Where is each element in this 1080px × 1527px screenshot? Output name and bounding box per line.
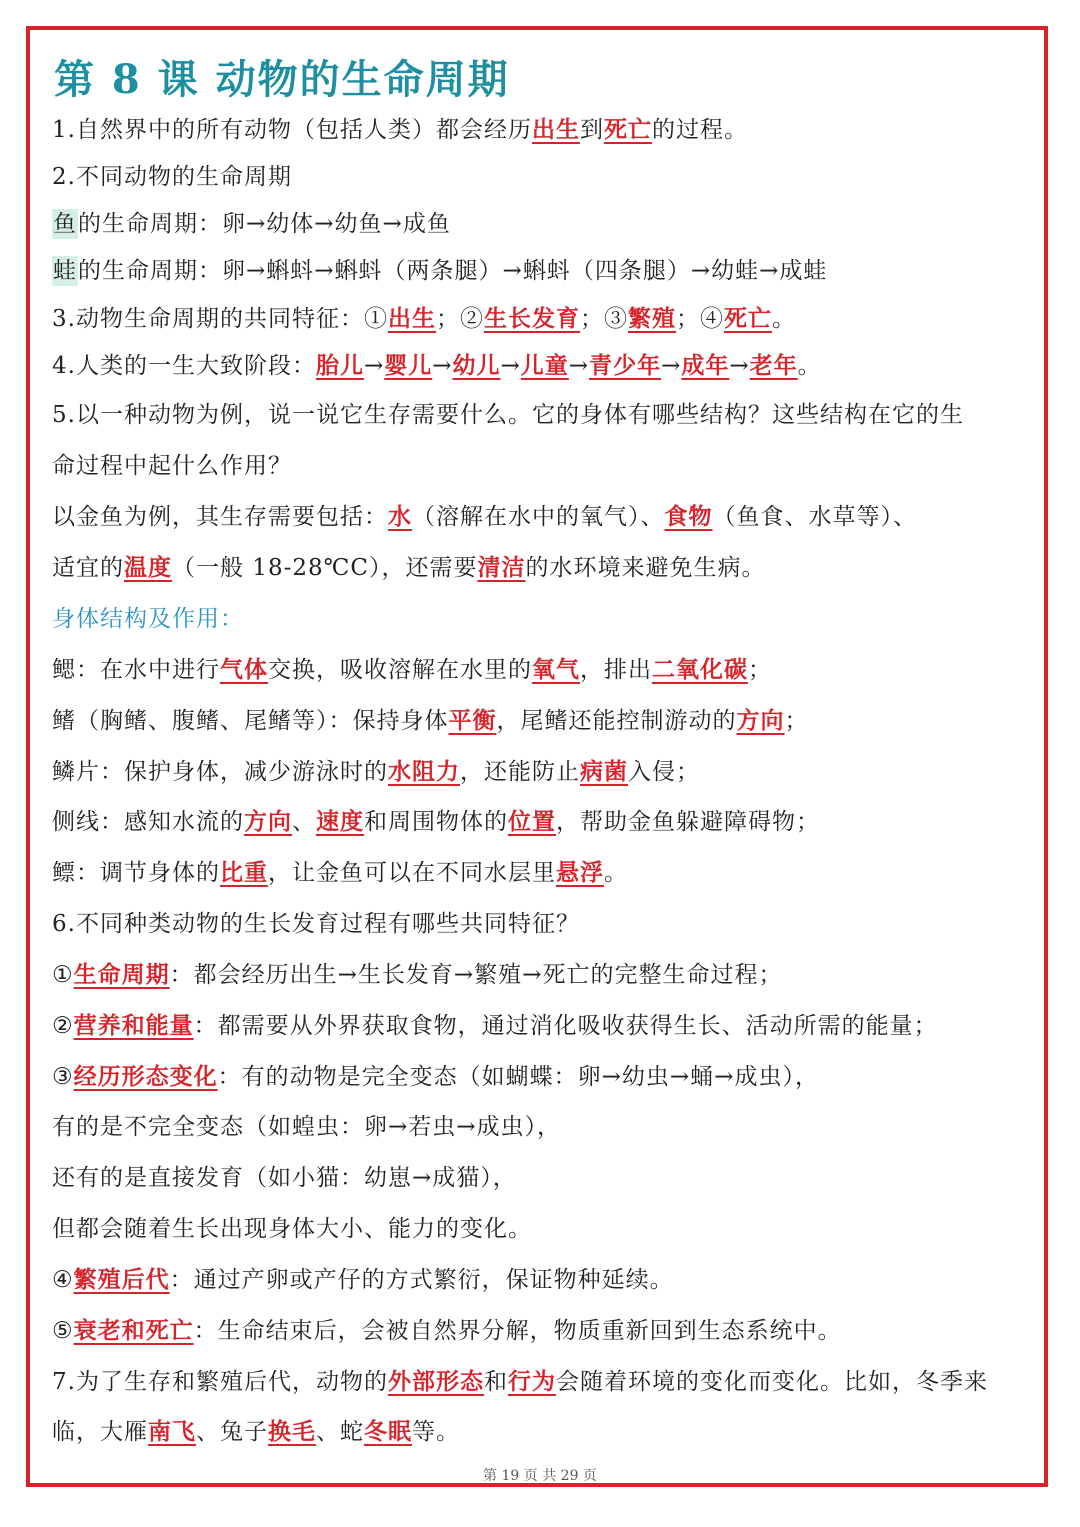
keyword: 二氧化碳	[652, 656, 748, 683]
text-line	[52, 857, 1042, 889]
text-segment: 鳍（胸鳍、腹鳍、尾鳍等）：保持身体	[52, 708, 449, 734]
text-segment: 交换，吸收溶解在水里的	[268, 657, 532, 683]
section-subheading	[52, 603, 1042, 635]
text-segment: ，帮助金鱼躲避障碍物；	[556, 809, 820, 835]
text-segment: 、	[292, 809, 316, 835]
text-segment: →	[568, 353, 590, 379]
highlighted-term: 鱼	[53, 211, 77, 237]
keyword: 南飞	[148, 1418, 196, 1445]
text-segment: 还有的是直接发育（如小猫：幼崽→成猫），	[52, 1165, 517, 1191]
text-segment: 6.不同种类动物的生长发育过程有哪些共同特征？	[52, 911, 580, 937]
keyword: 成年	[681, 352, 730, 379]
text-segment: ⑤	[52, 1318, 74, 1344]
text-segment: ；③	[579, 306, 628, 332]
text-line	[52, 908, 1042, 940]
keyword: 死亡	[723, 305, 772, 332]
text-segment: 的生命周期：卵→蝌蚪→蝌蚪（两条腿）→蝌蚪（四条腿）→幼蛙→成蛙	[78, 258, 828, 284]
text-segment: →	[432, 353, 453, 379]
keyword: 经历形态变化	[73, 1063, 218, 1090]
keyword: 出生	[387, 305, 436, 332]
text-segment: 。	[604, 860, 628, 886]
text-segment: ；④	[675, 306, 724, 332]
text-segment: ，排出	[580, 657, 652, 683]
text-segment: ③	[52, 1064, 74, 1090]
text-segment: ：通过产卵或产仔的方式繁衍，保证物种延续。	[169, 1267, 674, 1293]
keyword: 温度	[124, 554, 172, 581]
text-line	[52, 1061, 1042, 1093]
keyword: 病菌	[580, 758, 628, 785]
text-segment: 适宜的	[52, 555, 124, 581]
text-segment: 2.不同动物的生命周期	[52, 164, 292, 190]
keyword: 食物	[664, 503, 713, 530]
text-line	[52, 756, 1042, 788]
keyword: 换毛	[268, 1418, 316, 1445]
keyword: 水	[388, 503, 412, 530]
text-segment: 3.动物生命周期的共同特征：①	[52, 306, 388, 332]
text-segment: 的水环境来避免生病。	[525, 555, 766, 581]
keyword: 位置	[508, 808, 556, 835]
text-segment: ：都会经历出生→生长发育→繁殖→死亡的完整生命过程；	[169, 962, 783, 988]
keyword: 繁殖后代	[73, 1266, 170, 1293]
text-segment: ：生命结束后，会被自然界分解，物质重新回到生态系统中。	[193, 1318, 842, 1344]
text-segment: 和	[483, 1369, 508, 1395]
keyword: 婴儿	[384, 352, 433, 379]
text-segment: ，让金鱼可以在不同水层里	[268, 860, 556, 886]
text-segment: ：都需要从外界获取食物，通过消化吸收获得生长、活动所需的能量；	[193, 1013, 938, 1039]
highlighted-term: 蛙	[53, 258, 77, 284]
text-segment: 有的是不完全变态（如蝗虫：卵→若虫→成虫），	[52, 1114, 562, 1140]
keyword: 方向	[244, 808, 292, 835]
text-segment: 临，大雁	[52, 1419, 148, 1445]
text-segment: 等。	[412, 1419, 460, 1445]
text-segment: 。	[771, 306, 796, 332]
text-segment: →	[363, 353, 385, 379]
keyword: 老年	[749, 352, 798, 379]
keyword: 胎儿	[315, 352, 364, 379]
keyword: 儿童	[520, 352, 569, 379]
keyword: 生命周期	[73, 961, 170, 988]
text-segment: （一般 18-28℃C），还需要	[172, 555, 478, 581]
text-line	[52, 1111, 1042, 1143]
text-line	[52, 1162, 1042, 1194]
text-line	[52, 1366, 1042, 1398]
keyword: 气体	[220, 656, 268, 683]
keyword: 营养和能量	[73, 1012, 194, 1039]
keyword: 清洁	[477, 554, 526, 581]
text-line	[52, 552, 1042, 584]
text-line	[52, 303, 1042, 335]
page-footer: 第 19 页 共 29 页	[483, 1468, 597, 1484]
keyword: 冬眠	[364, 1418, 412, 1445]
keyword: 方向	[736, 707, 785, 734]
text-segment: 会随着环境的变化而变化。比如，冬季来	[555, 1369, 988, 1395]
keyword: 繁殖	[627, 305, 676, 332]
keyword: 出生	[531, 116, 580, 143]
text-line	[52, 208, 1042, 240]
text-segment: 命过程中起什么作用？	[52, 453, 292, 479]
text-segment: →	[729, 353, 750, 379]
keyword: 比重	[220, 859, 268, 886]
text-segment: 侧线：感知水流的	[52, 809, 244, 835]
text-segment: （鱼食、水草等）、	[712, 504, 917, 530]
text-line	[52, 161, 1042, 193]
text-segment: ，尾鳍还能控制游动的	[496, 708, 737, 734]
text-line	[52, 1264, 1042, 1296]
text-segment: 入侵；	[628, 759, 700, 785]
keyword: 青少年	[589, 352, 662, 379]
text-segment: ：有的动物是完全变态（如蝴蝶：卵→幼虫→蛹→成虫），	[217, 1064, 819, 1090]
keyword: 速度	[316, 808, 364, 835]
text-segment: 的过程。	[651, 117, 748, 143]
keyword: 平衡	[448, 707, 497, 734]
text-segment: →	[500, 353, 521, 379]
text-line	[52, 806, 1042, 838]
text-segment: ①	[52, 962, 74, 988]
text-line	[52, 501, 1042, 533]
text-line	[52, 114, 1042, 146]
text-line	[52, 1315, 1042, 1347]
text-line	[52, 450, 1042, 482]
text-line	[52, 959, 1042, 991]
keyword: 幼儿	[452, 352, 501, 379]
text-segment: ；②	[435, 306, 484, 332]
text-segment: （溶解在水中的氧气）、	[412, 504, 665, 530]
text-segment: 1.自然界中的所有动物（包括人类）都会经历	[52, 117, 532, 143]
text-segment: 、兔子	[196, 1419, 268, 1445]
keyword: 悬浮	[556, 859, 604, 886]
text-line	[52, 1010, 1042, 1042]
text-line	[52, 350, 1042, 382]
text-segment: 鳃：在水中进行	[52, 657, 220, 683]
text-line	[52, 1213, 1042, 1245]
text-segment: ；	[748, 657, 772, 683]
text-segment: 和周围物体的	[364, 809, 508, 835]
text-segment: 但都会随着生长出现身体大小、能力的变化。	[52, 1216, 532, 1242]
keyword: 生长发育	[483, 305, 580, 332]
text-segment: 4.人类的一生大致阶段：	[52, 353, 316, 379]
text-segment: 5.以一种动物为例，说一说它生存需要什么。它的身体有哪些结构？这些结构在它的生	[52, 402, 964, 428]
keyword: 外部形态	[387, 1368, 484, 1395]
text-segment: 。	[797, 353, 822, 379]
keyword: 行为	[507, 1368, 556, 1395]
text-segment: 鳔：调节身体的	[52, 860, 220, 886]
text-line	[52, 654, 1042, 686]
text-segment: 的生命周期：卵→幼体→幼鱼→成鱼	[78, 211, 451, 237]
text-line	[52, 1416, 1042, 1448]
text-segment: 身体结构及作用：	[52, 606, 244, 632]
keyword: 水阻力	[388, 758, 460, 785]
text-line	[52, 705, 1042, 737]
keyword: 衰老和死亡	[73, 1317, 194, 1344]
text-segment: 、蛇	[316, 1419, 364, 1445]
text-segment: 7.为了生存和繁殖后代，动物的	[52, 1369, 388, 1395]
text-line	[52, 255, 1042, 287]
text-segment: 以金鱼为例，其生存需要包括：	[52, 504, 388, 530]
text-segment: 鳞片：保护身体，减少游泳时的	[52, 759, 388, 785]
text-segment: ④	[52, 1267, 74, 1293]
text-segment: →	[661, 353, 682, 379]
keyword: 氧气	[532, 656, 580, 683]
keyword: 死亡	[603, 116, 652, 143]
text-segment: ②	[52, 1013, 74, 1039]
text-segment: ，还能防止	[460, 759, 580, 785]
text-line	[52, 399, 1042, 431]
text-segment: ；	[784, 708, 809, 734]
text-segment: 到	[579, 117, 604, 143]
lesson-title: 第 8 课 动物的生命周期	[54, 56, 510, 103]
